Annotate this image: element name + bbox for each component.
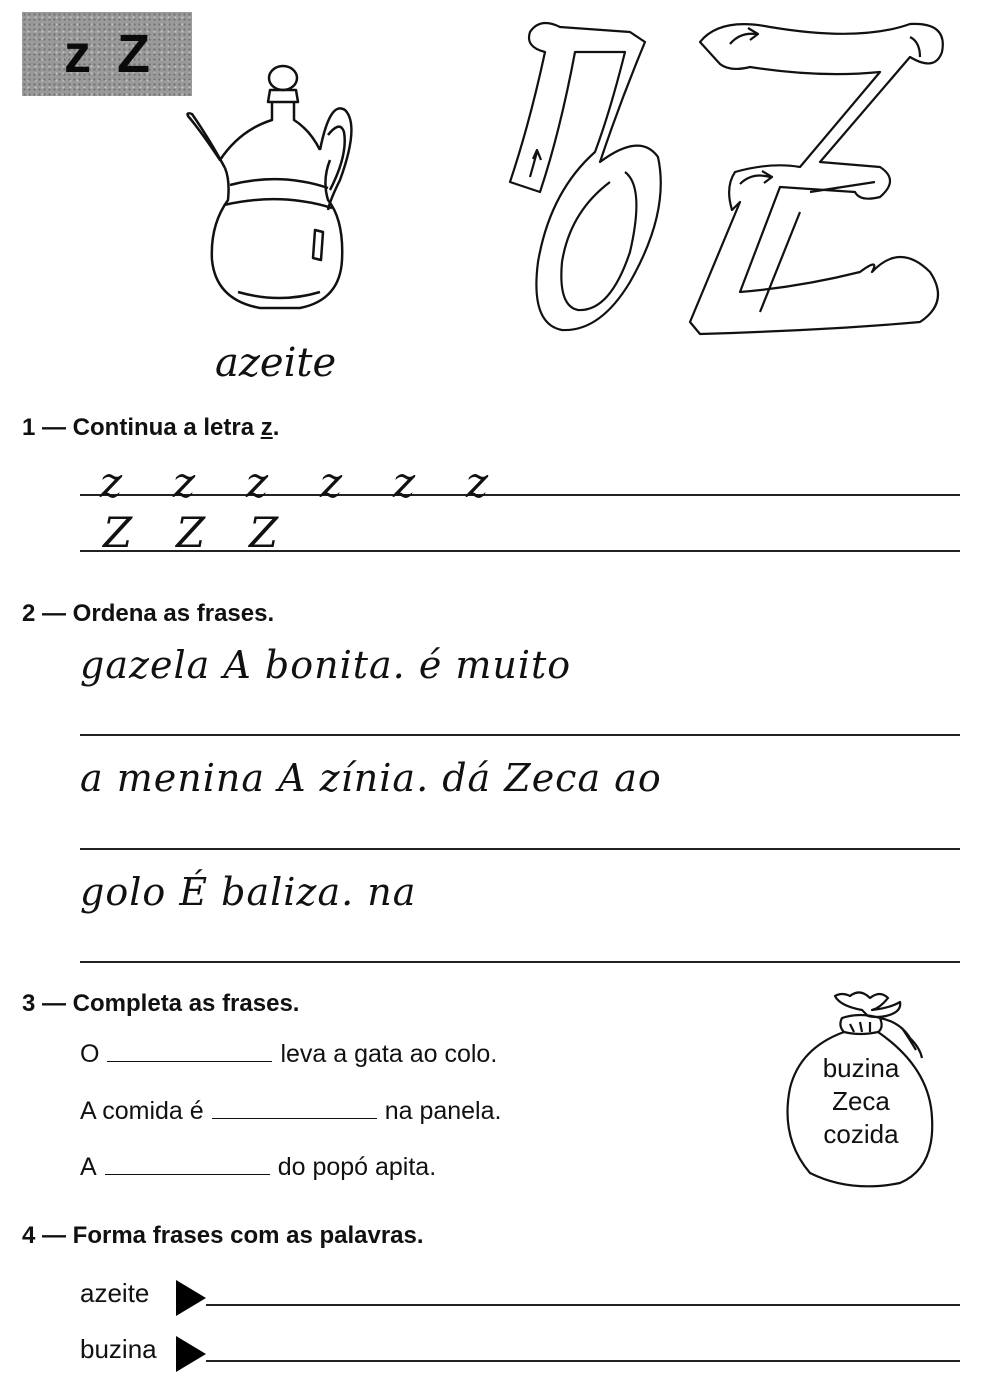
illustration-caption: azeite xyxy=(215,340,337,386)
word-bank-item-2: Zeca xyxy=(832,1086,890,1116)
word-label-1: azeite xyxy=(80,1278,150,1308)
word-bank-item-1: buzina xyxy=(822,1053,900,1083)
practice-z-1: z xyxy=(100,458,123,507)
exercise1-title-text: 1 — Continua a letra xyxy=(22,414,261,441)
practice-Z-3: Z xyxy=(249,508,279,557)
fill-sentence-1 xyxy=(80,1040,497,1069)
exercise1-title-letter: z xyxy=(260,414,273,441)
cursive-upper-z-model xyxy=(680,12,950,342)
practice-Z-2: Z xyxy=(176,508,206,557)
letter-badge xyxy=(22,12,192,96)
fill-sentence-2 xyxy=(80,1097,501,1126)
scrambled-sentence-1: gazela A bonita. é muito xyxy=(80,643,572,687)
badge-upper-letter: Z xyxy=(117,24,150,84)
fill-sentence-1-start: O xyxy=(80,1040,100,1068)
fill-blank-3[interactable] xyxy=(105,1154,270,1175)
exercise1-title-end: . xyxy=(272,414,280,441)
answer-line-2 xyxy=(80,848,960,850)
exercise2-title: 2 — Ordena as frases. xyxy=(22,600,275,627)
practice-z-3: z xyxy=(246,458,269,507)
badge-lower-letter: z xyxy=(64,24,91,84)
fill-sentence-3-start: A xyxy=(80,1153,97,1181)
scrambled-sentence-2: a menina A zínia. dá Zeca ao xyxy=(80,756,662,800)
word-label-2: buzina xyxy=(80,1334,157,1364)
exercise3-title: 3 — Completa as frases. xyxy=(22,990,300,1017)
exercise1-title xyxy=(22,414,279,442)
fill-sentence-3 xyxy=(80,1153,436,1182)
fill-sentence-1-end: leva a gata ao colo. xyxy=(280,1040,498,1068)
fill-blank-1[interactable] xyxy=(107,1041,272,1062)
fill-sentence-2-end: na panela. xyxy=(384,1097,502,1125)
practice-z-6: z xyxy=(466,458,489,507)
fill-sentence-3-end: do popó apita. xyxy=(277,1153,437,1181)
sentence-line-2[interactable] xyxy=(206,1360,960,1362)
cursive-lower-z-model xyxy=(500,12,680,342)
practice-line-2 xyxy=(80,550,960,552)
arrow-right-icon xyxy=(176,1336,206,1372)
arrow-right-icon xyxy=(176,1280,206,1316)
fill-sentence-2-start: A comida é xyxy=(80,1097,204,1125)
word-bank-item-3: cozida xyxy=(823,1119,899,1149)
practice-Z-1: Z xyxy=(103,508,133,557)
scrambled-sentence-3: golo É baliza. na xyxy=(80,870,417,914)
practice-z-2: z xyxy=(173,458,196,507)
answer-line-1 xyxy=(80,734,960,736)
answer-line-3 xyxy=(80,961,960,963)
oil-jug-icon xyxy=(180,60,370,330)
exercise4-title: 4 — Forma frases com as palavras. xyxy=(22,1222,424,1249)
sentence-line-1[interactable] xyxy=(206,1304,960,1306)
practice-z-5: z xyxy=(393,458,416,507)
practice-z-4: z xyxy=(320,458,343,507)
word-row-1 xyxy=(80,1278,149,1309)
practice-line-1 xyxy=(80,494,960,496)
word-row-2 xyxy=(80,1334,157,1365)
word-bank xyxy=(788,1052,934,1151)
fill-blank-2[interactable] xyxy=(212,1098,377,1119)
